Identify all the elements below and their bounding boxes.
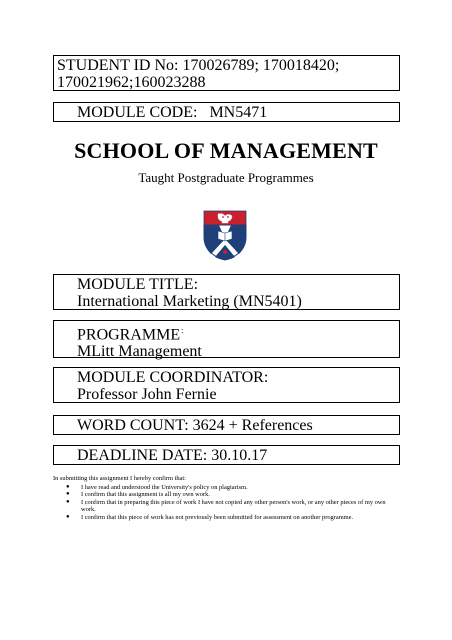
deadline-box xyxy=(53,445,400,465)
declaration-list xyxy=(53,484,403,522)
programme-box xyxy=(53,320,400,361)
declaration-item xyxy=(66,513,403,522)
bullet-icon: ● xyxy=(66,483,70,490)
module-coordinator-box xyxy=(53,367,400,403)
programme-label: PROGRAMME xyxy=(77,326,181,344)
module-title-box xyxy=(53,274,400,310)
programme-label-line xyxy=(77,322,399,343)
declaration-item-text: I confirm that in preparing this piece of work I have not copied any other person's work, or any other pieces of my own work. xyxy=(81,498,386,514)
declaration-item xyxy=(66,498,403,514)
bullet-icon: ● xyxy=(66,491,70,498)
bullet-icon: ● xyxy=(66,513,70,520)
module-title-value: International Marketing (MN5401) xyxy=(77,293,302,310)
deadline-date: DEADLINE DATE: 30.10.17 xyxy=(77,447,268,464)
student-id-box xyxy=(53,55,400,91)
module-code: MODULE CODE: MN5471 xyxy=(77,104,268,121)
programme-value: MLitt Management xyxy=(77,343,202,361)
declaration-intro: In submitting this assignment I hereby confirm that: xyxy=(53,475,186,482)
declaration-item xyxy=(66,491,403,499)
programme-mark: : xyxy=(181,326,184,335)
declaration-item-text: I have read and understood the University's policy on plagiarism. xyxy=(81,483,248,491)
module-coordinator-label: MODULE COORDINATOR: xyxy=(77,369,269,386)
declaration-item-text: I confirm that this assignment is all my own work. xyxy=(81,491,210,499)
declaration-item-text: I confirm that this piece of work has not previously been submitted for assessment on another programme. xyxy=(81,513,354,521)
school-subtitle: Taught Postgraduate Programmes xyxy=(138,170,314,185)
module-coordinator-value: Professor John Fernie xyxy=(77,386,217,403)
plagiarism-declaration xyxy=(53,475,403,522)
module-title-label: MODULE TITLE: xyxy=(77,276,199,293)
university-crest-icon xyxy=(201,209,249,261)
student-id-line-2: 170021962;160023288 xyxy=(57,74,206,91)
module-code-box xyxy=(53,102,400,122)
declaration-item xyxy=(66,483,403,492)
word-count: WORD COUNT: 3624 + References xyxy=(77,417,313,434)
word-count-box xyxy=(53,415,400,435)
student-id-line-1: STUDENT ID No: 170026789; 170018420; xyxy=(57,57,340,74)
school-title: SCHOOL OF MANAGEMENT xyxy=(74,138,378,163)
bullet-icon: ● xyxy=(66,498,70,505)
